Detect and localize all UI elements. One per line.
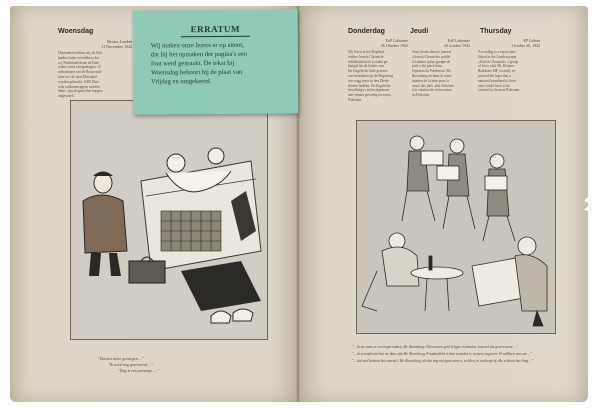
right-dateline-en: EP Lisbon October 26, 1942 — [512, 38, 540, 48]
right-day-heading-en: Thursday — [480, 28, 512, 35]
right-captions: "... ik zie soms er een begin maken, Mr. Rosenberg. Dat moeten geld krijgen in handen, hoeveel dat geven zoeve ..." "... ik veronderstel dat we daar zijn Mr. Rosenberg, Frankenlicht in hun vrienden te weeten, ongeveer 19 millioen van ons ..." "... dat veel beteren het voorstel, Mr. Rosenberg, als dat nog niet gaat voor u, in liken, in verkoopt of elke zeeboot hoe lang ..." — [352, 345, 534, 363]
right-dateline-fr: ExP Lisbonne 26 octobre 1942 — [444, 38, 470, 48]
right-dateline-nl: ExP Lisbonne 26 Oktober 1942 — [380, 38, 408, 48]
erratum-text: Wij maken onze lezers er op attent, dat bij het opmaken der pagina's een fout werd gemaakt. De tekst bij Woensdag behoort bij de plaat van Vrijdag en omgekeerd. — [150, 41, 248, 86]
right-article-fr: Nous lisons dans le journal «Jewish Chronicle» publié à Londres qu'un groupe de juifs a été placé dans l'opinion du Parlement. Mr. Rosenberg réclame la conti- nuation de la lutte pour la cause des juifs, afin d'aboutir à la création de cette nation en Palestine. — [412, 50, 454, 98]
right-day-heading-fr: Jeudi — [410, 28, 429, 35]
right-article-nl: Wij lezen in het Dagblad ondere Jewish Chronicle inliddensblad in Londen ge- kenigd dat de leiders van het Engelsche Jode gezeten was betrekken op de Regeering was rogg meer in den Diede- rikaere hebben. De Engelsche bevolking is in het algemeen anti-semiet gevoelig en wenst Palestina. — [348, 50, 394, 102]
left-captions: "Dat ziet more gezwegen ..." "Ik word nog geserveerd ..." "Dag is een presentje ...." — [98, 356, 159, 373]
erratum-slip — [133, 9, 299, 114]
left-dateline: Reuter, Londen 11 November 1942 — [101, 39, 132, 49]
right-day-heading-nl: Donderdag — [348, 28, 385, 35]
erratum-rule — [181, 36, 250, 37]
left-day-heading: Woensdag — [58, 28, 94, 35]
right-cartoon-illustration — [356, 120, 556, 334]
left-article-text: Duizenden hebben wij als Hol- landers laten vertrekken, dat wij Nederland thans de Duit- schers werd overgedragen. 13 zeilschepen van de Britse mili- taire inv. de naar Duitsland worden gebracht. 1000 Duit- sche soldatenwagens moeten thans. zijn de getroffen burgers uitgevoerd. — [58, 51, 103, 99]
erratum-title: ERRATUM — [190, 23, 240, 35]
right-article-en: According to a report pub- lished in the London paper «Jewish Chronicle» a group of Jews with Mr. Eleanor Rathbone MP, recently ex- pressed the hope that a national homeland of their own would have to be created for them in Palestine. — [478, 50, 521, 93]
left-cartoon-illustration — [70, 100, 268, 340]
